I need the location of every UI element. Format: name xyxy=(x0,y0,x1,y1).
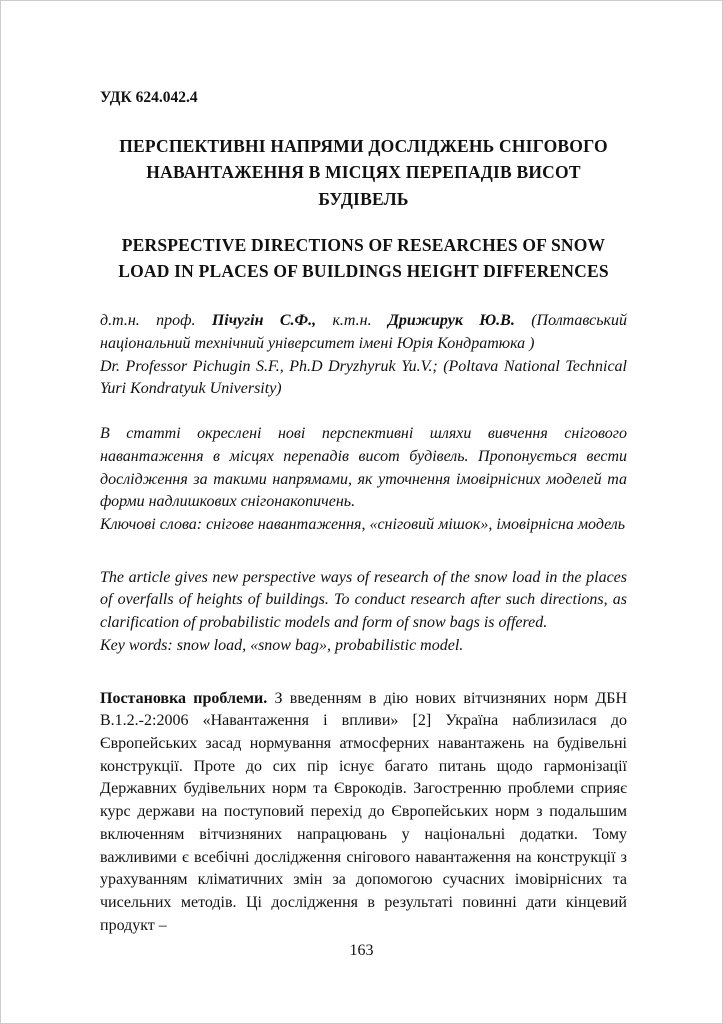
body-paragraph xyxy=(100,688,627,938)
author-degree-1: д.т.н. проф. xyxy=(100,312,212,330)
author-name-1: Пічугін С.Ф., xyxy=(211,312,317,330)
author-name-2: Дрижирук Ю.В. xyxy=(387,312,515,330)
abstract-english: The article gives new perspective ways of research of the snow load in the places of overfalls of heights of buildings. To conduct research after such directions, as clarification of probabilistic models and form of snow bags is offered. xyxy=(100,568,627,632)
udc-code: УДК 624.042.4 xyxy=(100,89,198,106)
abstract-ukrainian: В статті окреслені нові перспективні шляхи вивчення снігового навантаження в місцях перепадів висот будівель. Пропонується вести дослідження за такими напрямами, як уточнення імовірнісних моделей та форми надлишкових снігонакопичень. xyxy=(100,425,627,511)
author-affiliation-uk: (Полтавський національний технічний університет імені Юрія Кондратюка ) xyxy=(100,312,628,352)
authors-ukrainian xyxy=(100,310,627,355)
body-text: З введенням в дію нових вітчизняних норм ДБН В.1.2.-2:2006 «Навантаження і впливи» [2] Україна наблизилася до Європейських засад нормування атмосферних навантажень на будівельні конструкції. Проте до сих пір існує багато питань щодо гармонізації Державних будівельних норм та Єврокодів. Загостренню проблеми сприяє курс держави на поступовий перехід до Європейських норм з подальшим включенням вітчизняних напрацювань у національні додатки. Тому важливими є всебічні дослідження снігового навантаження на конструкції з урахуванням кліматичних змін за допомогою сучасних імовірнісних та чисельних методів. Ці дослідження в результаті повинні дати кінцевий продукт – xyxy=(100,689,628,934)
keywords-english: Key words: snow load, «snow bag», probabilistic model. xyxy=(100,636,464,654)
body-lead: Постановка проблеми. xyxy=(100,689,268,707)
keywords-ukrainian: Ключові слова: снігове навантаження, «сніговий мішок», імовірнісна модель xyxy=(100,516,626,533)
author-degree-2: к.т.н. xyxy=(316,312,388,330)
authors-english: Dr. Professor Pichugin S.F., Ph.D Dryzhyruk Yu.V.; (Poltava National Technical Yuri Kondratyuk University) xyxy=(100,357,627,398)
page-content xyxy=(100,89,627,938)
title-english: PERSPECTIVE DIRECTIONS OF RESEARCHES OF SNOW LOAD IN PLACES OF BUILDINGS HEIGHT DIFFERENCES xyxy=(118,234,609,281)
title-ukrainian: ПЕРСПЕКТИВНІ НАПРЯМИ ДОСЛІДЖЕНЬ СНІГОВОГО НАВАНТАЖЕННЯ В МІСЦЯХ ПЕРЕПАДІВ ВИСОТ БУДІВЕЛЬ xyxy=(119,136,608,209)
page-number: 163 xyxy=(349,942,374,959)
